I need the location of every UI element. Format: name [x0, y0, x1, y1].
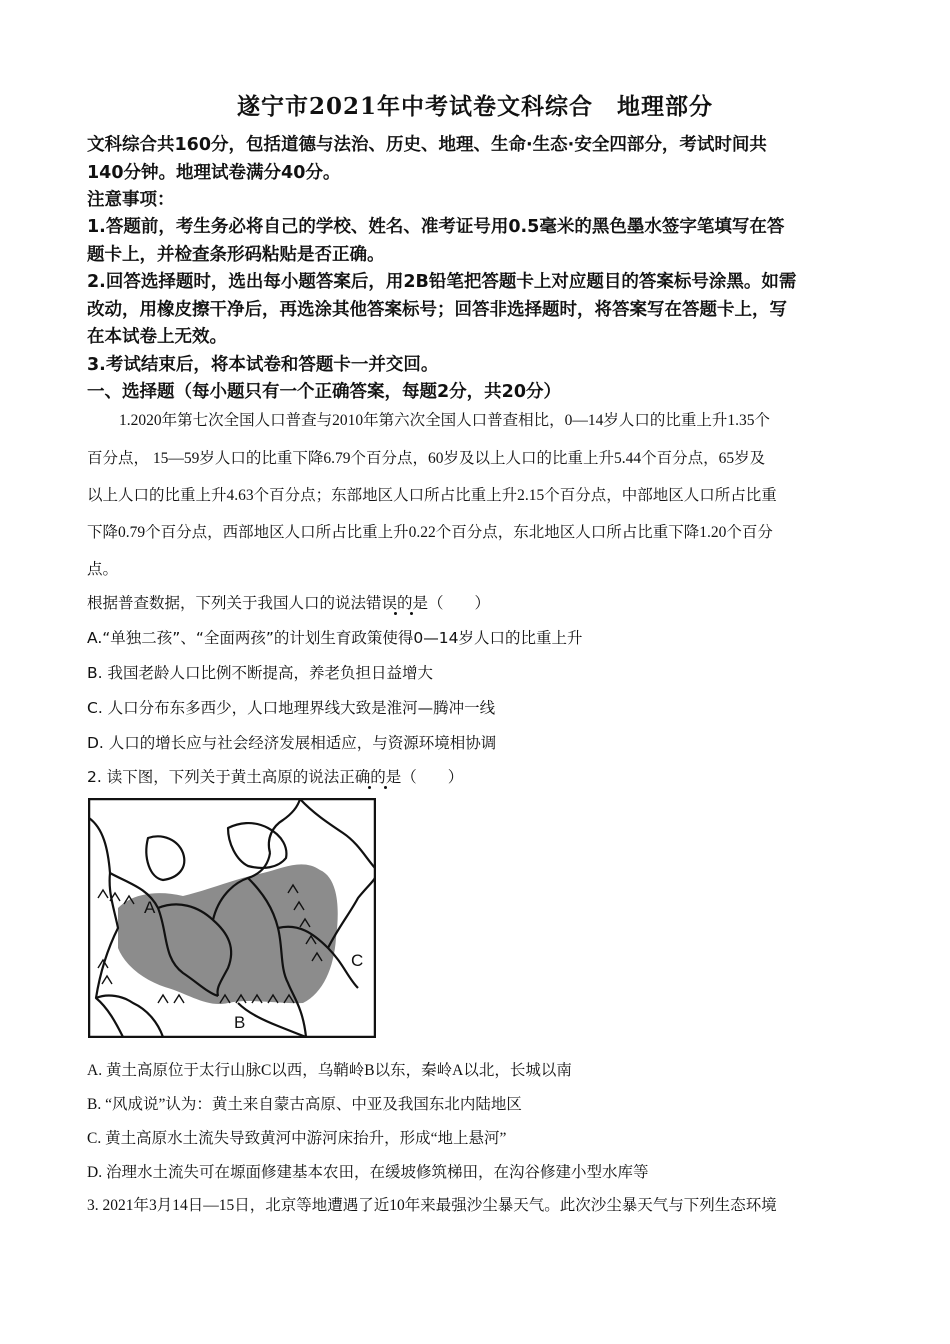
emphasis-dot: [384, 786, 387, 789]
map-label-c: C: [351, 951, 364, 970]
emphasis-dot: [394, 612, 397, 615]
notice-item-2-line-1: 2.回答选择题时，选出每小题答案后，用2B铅笔把答题卡上对应题目的答案标号涂黑。如需: [87, 272, 797, 292]
notice-item-2-line-2: 改动，用橡皮擦干净后，再选涂其他答案标号；回答非选择题时，将答案写在答题卡上，写: [87, 300, 787, 320]
q1-stem-line-3: 以上人口的比重上升4.63个百分点；东部地区人口所占比重上升2.15个百分点，中部地区人口所占比重: [87, 487, 777, 504]
q1-stem-line-4: 下降0.79个百分点，西部地区人口所占比重上升0.22个百分点，东北地区人口所占比重下降1.20个百分: [87, 524, 773, 541]
emphasis-dot: [368, 786, 371, 789]
q2-option-d: D. 治理水土流失可在塬面修建基本农田，在缓坡修筑梯田，在沟谷修建小型水库等: [87, 1164, 649, 1181]
q2-option-a: A. 黄土高原位于太行山脉C以西，乌鞘岭B以东，秦岭A以北，长城以南: [87, 1062, 572, 1079]
intro-line-2: 140分钟。地理试卷满分40分。: [87, 163, 341, 183]
q1-question: 根据普查数据，下列关于我国人口的说法错误的是（ ）: [87, 594, 491, 612]
q3-stem-line-1: 3. 2021年3月14日—15日，北京等地遭遇了近10年来最强沙尘暴天气。此次沙尘暴天气与下列生态环境: [87, 1197, 777, 1214]
q1-stem-line-1: 1.2020年第七次全国人口普查与2010年第六次全国人口普查相比，0—14岁人口的比重上升1.35个: [119, 412, 771, 429]
q1-stem-line-2: 百分点， 15—59岁人口的比重下降6.79个百分点，60岁及以上人口的比重上升5.44个百分点，65岁及: [87, 450, 766, 467]
q2-option-c: C. 黄土高原水土流失导致黄河中游河床抬升，形成“地上悬河”: [87, 1130, 507, 1147]
notice-item-2-line-3: 在本试卷上无效。: [87, 327, 227, 347]
map-label-a: A: [144, 898, 156, 917]
page-title: 遂宁市2021年中考试卷文科综合 地理部分: [236, 93, 713, 120]
q1-stem-line-5: 点。: [87, 561, 119, 578]
map-label-b: B: [234, 1013, 246, 1032]
q2-option-b: B. “风成说”认为：黄土来自蒙古高原、中亚及我国东北内陆地区: [87, 1096, 522, 1113]
q1-option-b: B. 我国老龄人口比例不断提高，养老负担日益增大: [87, 664, 433, 682]
intro-line-1: 文科综合共160分，包括道德与法治、历史、地理、生命·生态·安全四部分，考试时间共: [87, 135, 767, 155]
section-1-heading: 一、选择题（每小题只有一个正确答案，每题2分，共20分）: [87, 382, 562, 402]
notice-heading: 注意事项：: [87, 190, 175, 210]
loess-plateau-map: [88, 798, 376, 1038]
emphasis-dot: [410, 612, 413, 615]
notice-item-3: 3.考试结束后，将本试卷和答题卡一并交回。: [87, 355, 439, 375]
q1-option-c: C. 人口分布东多西少，人口地理界线大致是淮河—腾冲一线: [87, 699, 496, 717]
notice-item-1-line-2: 题卡上，并检查条形码粘贴是否正确。: [87, 245, 385, 265]
q2-question: 2. 读下图，下列关于黄土高原的说法正确的是（ ）: [87, 768, 464, 786]
notice-item-1-line-1: 1.答题前，考生务必将自己的学校、姓名、准考证号用0.5毫米的黑色墨水签字笔填写在答: [87, 217, 785, 237]
q1-option-a: A.“单独二孩”、“全面两孩”的计划生育政策使得0—14岁人口的比重上升: [87, 629, 583, 647]
q1-option-d: D. 人口的增长应与社会经济发展相适应，与资源环境相协调: [87, 734, 497, 752]
